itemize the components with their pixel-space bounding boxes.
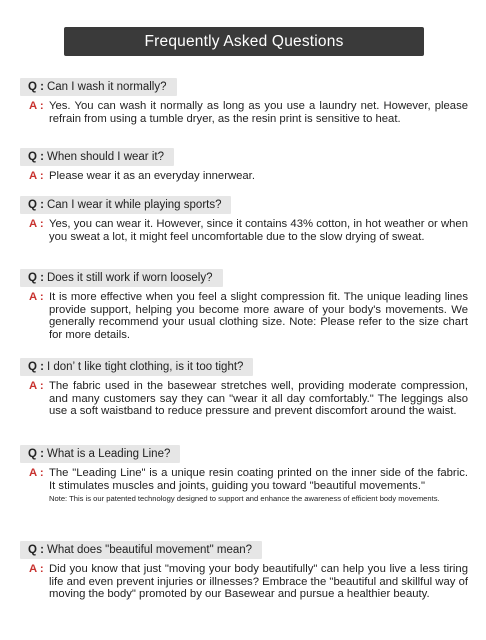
faq-item — [20, 357, 468, 418]
faq-question — [20, 541, 262, 559]
faq-item — [20, 147, 468, 183]
faq-question — [20, 196, 231, 214]
page-title-text: Frequently Asked Questions — [144, 32, 344, 50]
question-label: Q : — [28, 151, 44, 163]
answer-label: A : — [29, 291, 44, 303]
answer-label: A : — [29, 218, 44, 230]
answer-label: A : — [29, 563, 44, 575]
faq-question — [20, 358, 253, 376]
faq-question — [20, 445, 180, 463]
faq-item — [20, 540, 468, 601]
answer-text: It is more effective when you feel a slight compression fit. The unique leading lines provide support, helping you become more aware of your body's movements. We generally recommend your usual clothing size. Note: Please refer to the size chart for more details. — [49, 291, 468, 341]
answer-text: Please wear it as an everyday innerwear. — [49, 170, 255, 182]
question-label: Q : — [28, 272, 44, 284]
question-label: Q : — [28, 81, 44, 93]
faq-item — [20, 268, 468, 341]
answer-label: A : — [29, 170, 44, 182]
faq-answer — [20, 380, 468, 418]
faq-question — [20, 148, 174, 166]
faq-question — [20, 269, 223, 287]
question-label: Q : — [28, 448, 44, 460]
question-text: Does it still work if worn loosely? — [46, 272, 213, 284]
question-label: Q : — [28, 199, 44, 211]
answer-label: A : — [29, 467, 44, 479]
answer-text: Did you know that just "moving your body beautifully" can help you live a less tiring life and even prevent injuries or illnesses? Embrace the "beautiful and skillful way of moving the body" promoted by our Basewear and pursue a healthier beauty. — [49, 563, 468, 601]
page-title — [64, 27, 424, 56]
faq-item — [20, 77, 468, 125]
faq-answer — [20, 100, 468, 125]
question-text: Can I wear it while playing sports? — [46, 199, 222, 211]
answer-text: The "Leading Line" is a unique resin coating printed on the inner side of the fabric. It stimulates muscles and joints, guiding you toward "beautiful movements." — [49, 467, 468, 492]
faq-answer — [20, 563, 468, 601]
faq-answer — [20, 170, 468, 183]
faq-answer — [20, 467, 468, 504]
question-text: What does "beautiful movement" mean? — [46, 544, 253, 556]
question-label: Q : — [28, 361, 44, 373]
question-text: Can I wash it normally? — [46, 81, 167, 93]
answer-label: A : — [29, 100, 44, 112]
question-text: What is a Leading Line? — [46, 448, 171, 460]
answer-note: Note: This is our patented technology designed to support and enhance the awareness of efficient body movements. — [49, 494, 440, 504]
question-label: Q : — [28, 544, 44, 556]
faq-answer — [20, 218, 468, 243]
question-text: When should I wear it? — [46, 151, 164, 163]
answer-text: The fabric used in the basewear stretches well, providing moderate compression, and many customers say they can "wear it all day comfortably." The leggings also use a soft waistband to reduce pressure and prevent discomfort around the waist. — [49, 380, 468, 418]
faq-answer — [20, 291, 468, 341]
answer-text: Yes. You can wash it normally as long as you use a laundry net. However, please refrain from using a tumble dryer, as the resin print is sensitive to heat. — [49, 100, 468, 125]
question-text: I don’ t like tight clothing, is it too tight? — [46, 361, 244, 373]
faq-item — [20, 444, 468, 504]
faq-question — [20, 78, 177, 96]
answer-label: A : — [29, 380, 44, 392]
answer-text: Yes, you can wear it. However, since it contains 43% cotton, in hot weather or when you sweat a lot, it might feel uncomfortable due to the slow drying of sweat. — [49, 218, 468, 243]
faq-item — [20, 195, 468, 243]
